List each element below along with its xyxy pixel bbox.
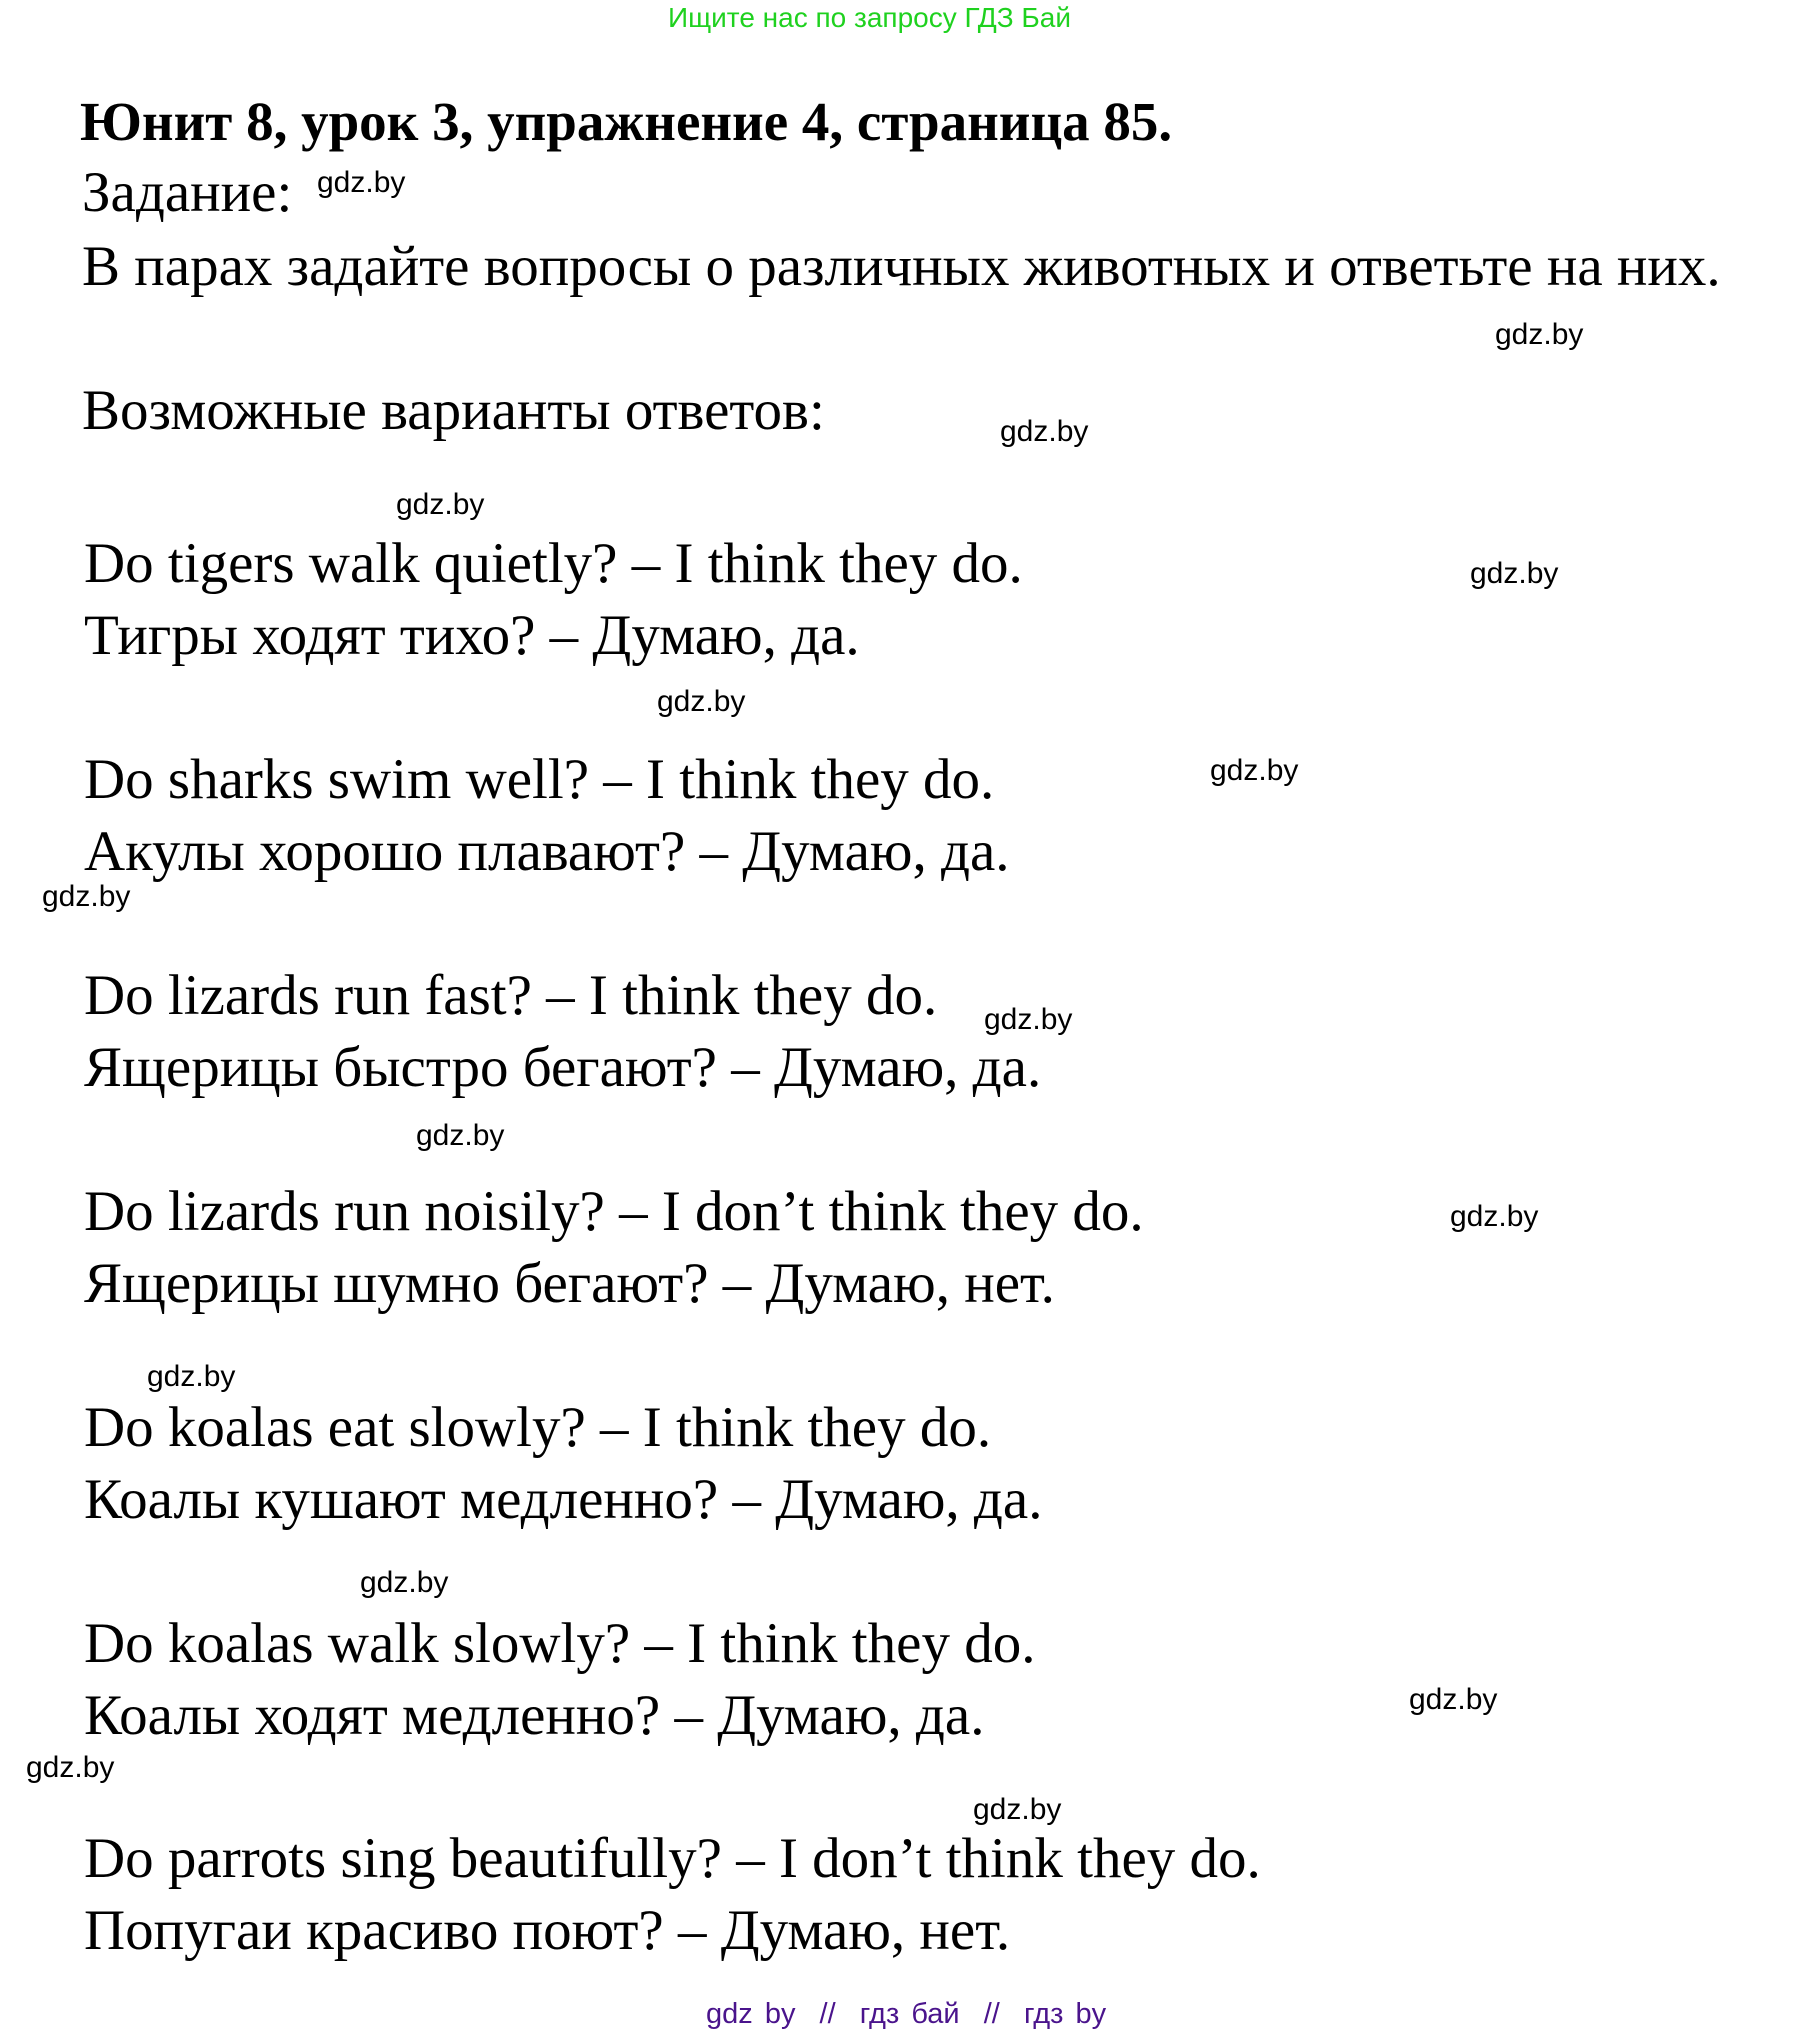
answer-en-4: Do lizards run noisily? – I don’t think they do.	[84, 1180, 1144, 1243]
watermark: gdz.by	[317, 166, 406, 199]
answer-ru-1: Тигры ходят тихо? – Думаю, да.	[84, 604, 860, 667]
watermark: gdz.by	[42, 880, 131, 913]
answer-en-2: Do sharks swim well? – I think they do.	[84, 748, 995, 811]
watermark: gdz.by	[1495, 318, 1584, 351]
answer-ru-3: Ящерицы быстро бегают? – Думаю, да.	[84, 1036, 1042, 1099]
answer-ru-2: Акулы хорошо плавают? – Думаю, да.	[84, 820, 1010, 883]
answer-ru-6: Коалы ходят медленно? – Думаю, да.	[84, 1684, 985, 1747]
watermark: gdz.by	[1210, 754, 1299, 787]
watermark: gdz.by	[984, 1003, 1073, 1036]
answer-en-7: Do parrots sing beautifully? – I don’t think they do.	[84, 1827, 1261, 1890]
watermark: gdz.by	[360, 1566, 449, 1599]
answer-ru-7: Попугаи красиво поют? – Думаю, нет.	[84, 1899, 1011, 1962]
watermark: gdz.by	[1470, 557, 1559, 590]
answer-ru-4: Ящерицы шумно бегают? – Думаю, нет.	[84, 1252, 1055, 1315]
watermark: gdz.by	[973, 1793, 1062, 1826]
answers-label: Возможные варианты ответов:	[82, 379, 825, 442]
answer-en-1: Do tigers walk quietly? – I think they do.	[84, 532, 1023, 595]
watermark: gdz.by	[416, 1119, 505, 1152]
watermark: gdz.by	[396, 488, 485, 521]
watermark: gdz.by	[147, 1360, 236, 1393]
answer-en-5: Do koalas eat slowly? – I think they do.	[84, 1396, 992, 1459]
watermark: gdz.by	[657, 685, 746, 718]
task-label: Задание:	[82, 161, 293, 224]
watermark: gdz.by	[1000, 415, 1089, 448]
answer-ru-5: Коалы кушают медленно? – Думаю, да.	[84, 1468, 1043, 1531]
watermark: gdz.by	[1450, 1200, 1539, 1233]
watermark: gdz.by	[26, 1751, 115, 1784]
page-title: Юнит 8, урок 3, упражнение 4, страница 85.	[80, 91, 1173, 152]
footer-links: gdz by // гдз бай // гдз by	[706, 1998, 1107, 2030]
task-instruction: В парах задайте вопросы о различных животных и ответьте на них.	[82, 235, 1721, 298]
answer-en-6: Do koalas walk slowly? – I think they do.	[84, 1612, 1036, 1675]
search-hint-banner: Ищите нас по запросу ГДЗ Бай	[668, 2, 1072, 33]
watermark: gdz.by	[1409, 1683, 1498, 1716]
answer-en-3: Do lizards run fast? – I think they do.	[84, 964, 938, 1027]
